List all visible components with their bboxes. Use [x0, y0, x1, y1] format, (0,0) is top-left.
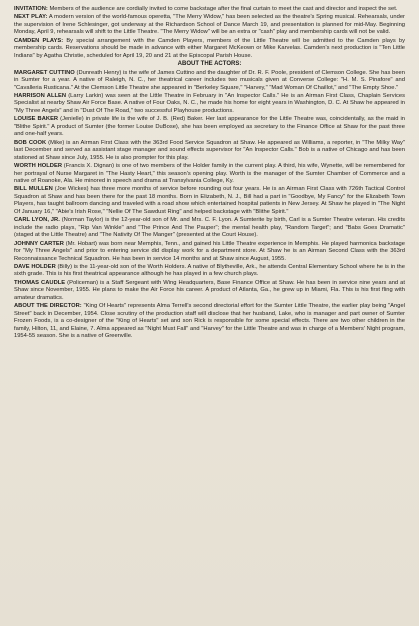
actor-bio: [14, 217, 405, 239]
actor-text: (Mr. Hobart) was born near Memphis, Tenn., and gained his Little Theatre experience in Memphis. He played harmonica backstage for "My Three Angels" and prior to entering service did display work for a department store. At Shaw he is an Airman Second Class with the 363rd Reconnaissance Technical Squadron. He has been in service 14 months and at Shaw since August, 1955.: [14, 240, 405, 262]
actor-name: BOB COOK: [14, 139, 47, 146]
director-text: "King Of Hearts" represents Alma Terrell's second directorial effort for the Sumter Little Theatre, the earlier play being "Angel Street" back in December, 1954. Close scrutiny of the production staff will disclose that her husband, Lake, who is manager and part owner of Sumter Frozen Foods, is a co-designer of the "King of Hearts" set and son Rick is responsible for some special effects. There are two other children in the family, Hilton, 11, and Elaine, 7. Alma appeared as "Night Must Fall" and "Harvey" for the Little Theatre and was in charge of a Members' Night program, 1954-55 season. She is a native of Greenville.: [14, 303, 405, 340]
actor-text: (Dunreath Henry) is the wife of James Cuttino and the daughter of Dr. R. F. Poole, president of Clemson College. She has been in Sumter for a year. A native of Raleigh, N. C., her theatrical career includes two musicals given at Converse College: "H. M. S. Pinafore" and "Cavalleria Rusticana." At the Clemson Little Theatre she appeared in "Berkeley Square," "Harvey," "Mad Woman Of Chaillot," and "The Empty Shoe.": [14, 69, 405, 91]
director-lead: ABOUT THE DIRECTOR:: [14, 303, 82, 310]
actor-text: (Larry Larkin) was seen at the Little Theatre in February in "An Inspector Calls." He is an Airman First Class, Chaplain Services Specialist at nearby Shaw Air Force Base. A native of Four Oaks, N. C., he made his home for eight years in Washington, D. C. At Shaw he appeared in "My Three Angels" and in "Dust Of The Road," two successful Playhouse productions.: [14, 93, 405, 114]
director-paragraph: [14, 303, 405, 340]
actors-heading: ABOUT THE ACTORS:: [177, 61, 242, 68]
actor-text: (Norman Taylor) is the 12-year-old son of Mr. and Mrs. C. F. Lyon. A Sumterite by birth, Carl is a Sumter Theatre veteran. His credits include the radio plays, "Rip Van Winkle" and "The Prince And The Pauper"; the mental health play, "Random Target"; and "Babs Goes Dramatic" (staged at the Little Theatre) and "The Nativity Of The Manger" (presented at the Court House).: [14, 217, 405, 239]
actor-bio: [14, 163, 405, 185]
actor-bio: [14, 241, 405, 263]
paragraph-text: A modern version of the world-famous operetta, "The Merry Widow," has been selected as the theatre's Spring musical. Rehearsals, under the supervision of Irene Schlesinger, got underway at the Richardson School of Dance March 19, and presentation is planned for mid-May. Beginning Monday, April 9, rehearsals will shift to the Little Theatre. "The Merry Widow" will be an extra or "cash" play and membership cards will not be valid.: [14, 14, 405, 36]
paragraph-text: Members of the audience are cordially invited to come backstage after the final curtain to meet the cast and director and inspect the set.: [47, 6, 398, 12]
intro-section: [14, 6, 405, 60]
actor-name: HARRISON ALLEN: [14, 93, 67, 100]
actor-name: JOHNNY CARTER: [14, 240, 64, 247]
paragraph-lead: CAMDEN PLAYS:: [14, 37, 64, 44]
actor-text: (Billy) is the 11-year-old son of the Worth Holders. A native of Blytheville, Ark., he attends Central Elementary School where he is in the sixth grade. This is his first theatrical appearance although he has played in a few church plays.: [14, 264, 405, 278]
actor-name: CARL LYON, JR.: [14, 217, 60, 224]
paragraph-lead: NEXT PLAY:: [14, 14, 48, 21]
actor-name: BILL MULLEN: [14, 186, 53, 193]
actor-text: (Francis X. Dignan) is one of two members of the Holder family in the current play. A third, his wife, Wynette, will be remembered for her portrayal of Nurse Margaret in "The Hasty Heart," this season's opening play. Worth is the manager of the Sumter Chamber of Commerce and a native of Roanoke, Ala. He minored in speech and drama at Transylvania College, Ky.: [14, 163, 405, 185]
actor-bio: [14, 264, 405, 279]
actor-bio: [14, 186, 405, 216]
actor-text: (Mike) is an Airman First Class with the 363rd Food Service Squadron at Shaw. He appeared as Williams, a reporter, in "The Milky Way" last December and served as assistant stage manager and sound effects supervisor for "An Inspector Calls." Bob is a native of Chicago and has been stationed at Shaw since July, 1955. He is also prompter for this play.: [14, 139, 405, 161]
next-play-paragraph: [14, 14, 405, 36]
actor-text: (Policeman) is a Staff Sergeant with Wing Headquarters, Base Finance Office at Shaw. He has been in service nine years and at Shaw since November, 1955. He plans to make the Air Force his career. A product of Atlanta, Ga., he grew up in Miami, Fla. This is his first fling with amateur dramatics.: [14, 279, 405, 301]
paragraph-lead: INVITATION:: [14, 6, 48, 12]
actor-bio: [14, 116, 405, 138]
actor-name: MARGARET CUTTINO: [14, 69, 75, 76]
actor-text: (Joe Wickes) has three more months of service before rounding out four years. He is an Airman First Class with 726th Tactical Control Squadron at Shaw and has been there for the past 18 months. Born in Elizabeth, N. J., Bill had a part in "Goodbye, My Fancy" for the Elizabeth Town Players, has taught ballroom dancing and traveled with a road show which entertained hospital patients in New Jersey. At Shaw he played in "The Night Of January 16," "Abie's Irish Rose," "Nellie Of The Sawdust Ring" and helped backstage with "Blithe Spirit.": [14, 186, 405, 215]
actor-bio: [14, 70, 405, 92]
actor-bio: [14, 140, 405, 162]
actor-name: WORTH HOLDER: [14, 163, 63, 170]
invitation-paragraph: [14, 6, 405, 13]
actor-bio: [14, 280, 405, 302]
actor-name: DAVE HOLDER: [14, 264, 56, 270]
actor-bio: [14, 93, 405, 115]
actor-name: THOMAS CAUDLE: [14, 279, 66, 286]
actors-section: [14, 70, 405, 303]
actor-name: LOUISE BAKER: [14, 116, 59, 123]
actor-text: (Jenielle) in private life is the wife of J. B. (Red) Baker. Her last appearance for the Little Theatre was, coincidentally, as the maid in "Blithe Spirit." A product of Sumter (the former Louise DuBose), she has been employed as secretary to the Finance Office at Shaw for the past three and one-half years.: [14, 116, 405, 138]
paragraph-text: By special arrangement with the Camden Players, members of the Little Theatre will be admitted to the Camden plays by membership cards. Reservations should be made in advance with either Margaret McKeown or Mike Karvelas. Camden's next production is "Ten Little Indians" by Agatha Christie, scheduled for April 19, 20 and 21 at the Episcopal Parish House.: [14, 37, 405, 59]
camden-plays-paragraph: [14, 38, 405, 60]
